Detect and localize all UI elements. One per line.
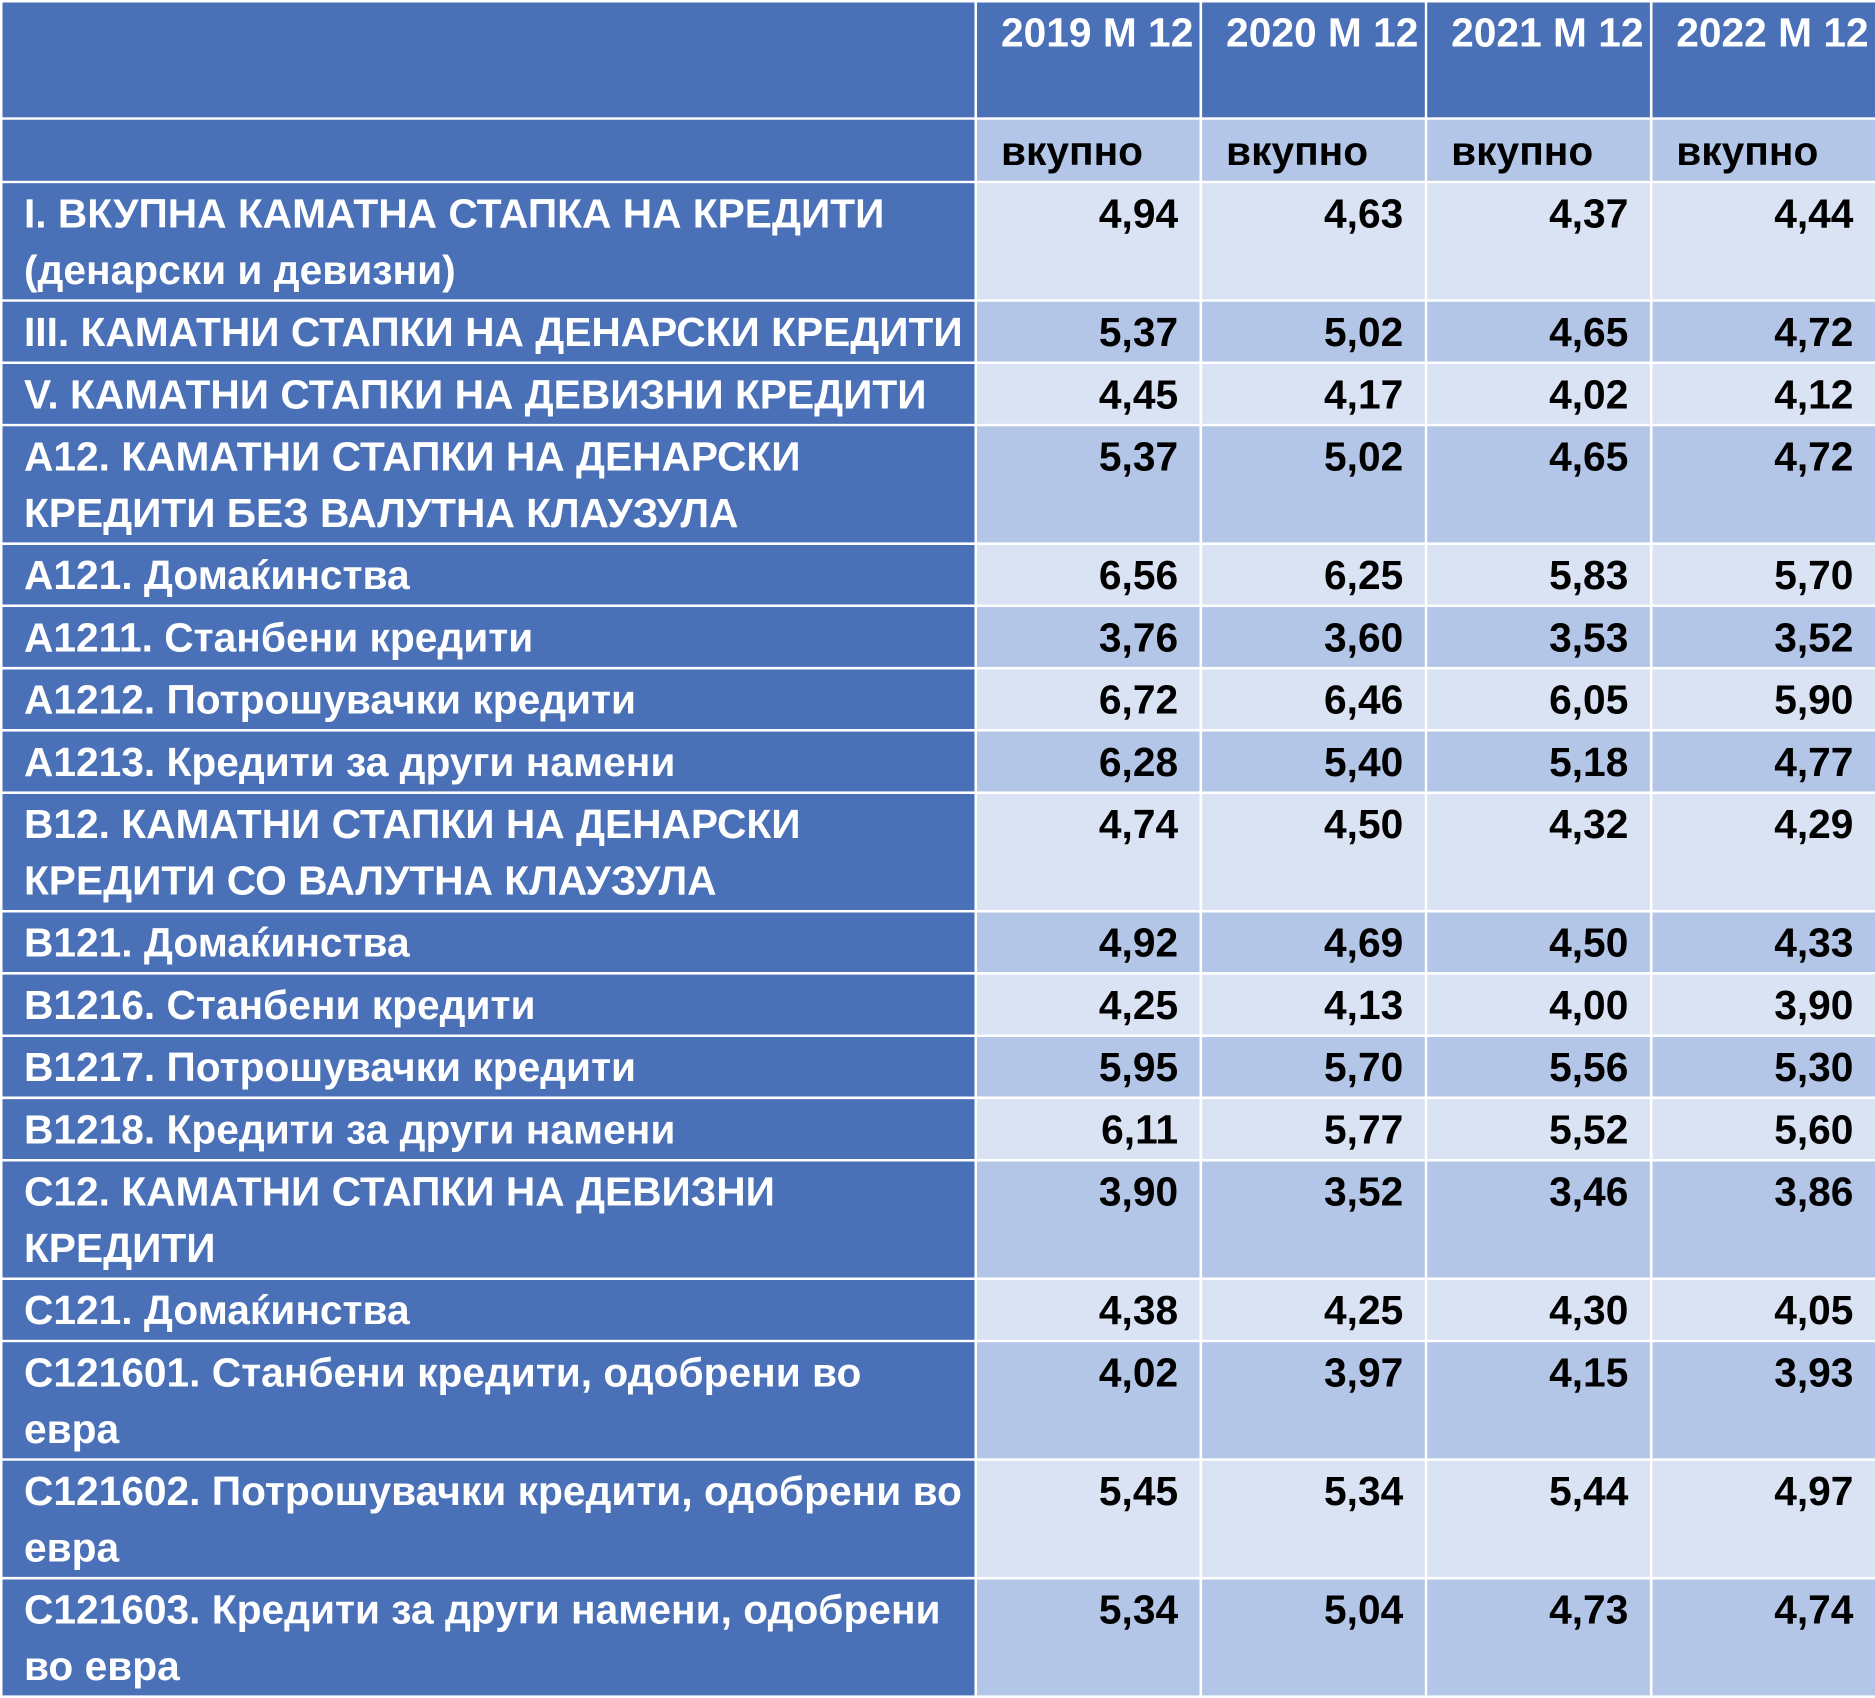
rate-value-cell: 5,70 [1651, 544, 1875, 606]
rate-value-cell: 5,02 [1201, 301, 1426, 363]
rate-value-cell: 4,33 [1651, 911, 1875, 973]
rate-value-cell: 3,97 [1201, 1341, 1426, 1460]
rate-value-cell: 4,94 [976, 182, 1201, 301]
header-corner [1, 1, 976, 118]
rate-value-cell: 3,93 [1651, 1341, 1875, 1460]
rate-value-cell: 5,60 [1651, 1098, 1875, 1160]
column-subheader: вкупно [1651, 119, 1875, 182]
rate-value-cell: 5,77 [1201, 1098, 1426, 1160]
rate-value-cell: 5,56 [1426, 1036, 1651, 1098]
row-label: А1213. Кредити за други намени [1, 730, 976, 792]
rate-value-cell: 5,02 [1201, 425, 1426, 544]
rate-value-cell: 4,97 [1651, 1460, 1875, 1579]
table-row [1, 793, 1875, 912]
rate-value-cell: 4,30 [1426, 1279, 1651, 1341]
rate-value-cell: 4,74 [976, 793, 1201, 912]
rate-value-cell: 3,90 [1651, 973, 1875, 1035]
rate-value-cell: 4,73 [1426, 1578, 1651, 1697]
table-row [1, 544, 1875, 606]
rate-value-cell: 5,34 [976, 1578, 1201, 1697]
table-row [1, 1098, 1875, 1160]
table-row [1, 301, 1875, 363]
rate-value-cell: 3,60 [1201, 606, 1426, 668]
rate-value-cell: 4,13 [1201, 973, 1426, 1035]
row-label: В1218. Кредити за други намени [1, 1098, 976, 1160]
rate-value-cell: 3,86 [1651, 1160, 1875, 1279]
table-row [1, 730, 1875, 792]
rate-value-cell: 3,90 [976, 1160, 1201, 1279]
rate-value-cell: 4,69 [1201, 911, 1426, 973]
rate-value-cell: 5,37 [976, 301, 1201, 363]
row-label: С121. Домаќинства [1, 1279, 976, 1341]
rate-value-cell: 5,04 [1201, 1578, 1426, 1697]
column-subheader: вкупно [976, 119, 1201, 182]
rate-value-cell: 6,56 [976, 544, 1201, 606]
table-row [1, 1036, 1875, 1098]
row-label: С12. КАМАТНИ СТАПКИ НА ДЕВИЗНИ КРЕДИТИ [1, 1160, 976, 1279]
rate-value-cell: 5,95 [976, 1036, 1201, 1098]
table-body [1, 182, 1875, 1697]
rate-value-cell: 6,72 [976, 668, 1201, 730]
row-label: А1211. Станбени кредити [1, 606, 976, 668]
rate-value-cell: 4,17 [1201, 363, 1426, 425]
row-label: III. КАМАТНИ СТАПКИ НА ДЕНАРСКИ КРЕДИТИ [1, 301, 976, 363]
row-label: С121601. Станбени кредити, одобрени во евра [1, 1341, 976, 1460]
rate-value-cell: 4,37 [1426, 182, 1651, 301]
header-row-years [1, 1, 1875, 118]
rate-value-cell: 3,53 [1426, 606, 1651, 668]
rate-value-cell: 3,52 [1651, 606, 1875, 668]
rate-value-cell: 3,76 [976, 606, 1201, 668]
row-label: В1217. Потрошувачки кредити [1, 1036, 976, 1098]
table-row [1, 911, 1875, 973]
rate-value-cell: 4,02 [976, 1341, 1201, 1460]
table-row [1, 1279, 1875, 1341]
rate-value-cell: 5,83 [1426, 544, 1651, 606]
row-label: А121. Домаќинства [1, 544, 976, 606]
table-row [1, 1160, 1875, 1279]
rate-value-cell: 4,45 [976, 363, 1201, 425]
header-row-subtitles [1, 119, 1875, 182]
rate-value-cell: 6,11 [976, 1098, 1201, 1160]
row-label: С121603. Кредити за други намени, одобрени во евра [1, 1578, 976, 1697]
table-row [1, 1460, 1875, 1579]
rate-value-cell: 4,92 [976, 911, 1201, 973]
table-row [1, 363, 1875, 425]
rate-value-cell: 5,40 [1201, 730, 1426, 792]
row-label: А12. КАМАТНИ СТАПКИ НА ДЕНАРСКИ КРЕДИТИ БЕЗ ВАЛУТНА КЛАУЗУЛА [1, 425, 976, 544]
rate-value-cell: 4,12 [1651, 363, 1875, 425]
rate-value-cell: 5,45 [976, 1460, 1201, 1579]
rate-value-cell: 5,34 [1201, 1460, 1426, 1579]
column-subheader: вкупно [1201, 119, 1426, 182]
column-subheader: вкупно [1426, 119, 1651, 182]
rate-value-cell: 4,63 [1201, 182, 1426, 301]
rate-value-cell: 4,50 [1201, 793, 1426, 912]
row-label: А1212. Потрошувачки кредити [1, 668, 976, 730]
rate-value-cell: 6,05 [1426, 668, 1651, 730]
rate-value-cell: 4,25 [976, 973, 1201, 1035]
table-row [1, 425, 1875, 544]
rate-value-cell: 4,44 [1651, 182, 1875, 301]
table-row [1, 606, 1875, 668]
row-label: С121602. Потрошувачки кредити, одобрени во евра [1, 1460, 976, 1579]
rate-value-cell: 5,18 [1426, 730, 1651, 792]
rate-value-cell: 4,29 [1651, 793, 1875, 912]
rate-value-cell: 5,30 [1651, 1036, 1875, 1098]
rate-value-cell: 4,72 [1651, 425, 1875, 544]
rate-value-cell: 4,77 [1651, 730, 1875, 792]
rate-value-cell: 4,02 [1426, 363, 1651, 425]
table-row [1, 668, 1875, 730]
subheader-corner [1, 119, 976, 182]
rate-value-cell: 4,50 [1426, 911, 1651, 973]
rate-value-cell: 5,70 [1201, 1036, 1426, 1098]
column-header-year: 2022 M 12 [1651, 1, 1875, 118]
table-row [1, 1578, 1875, 1697]
rate-value-cell: 4,72 [1651, 301, 1875, 363]
rate-value-cell: 4,15 [1426, 1341, 1651, 1460]
column-header-year: 2019 M 12 [976, 1, 1201, 118]
rate-value-cell: 4,74 [1651, 1578, 1875, 1697]
rate-value-cell: 6,25 [1201, 544, 1426, 606]
rate-value-cell: 5,44 [1426, 1460, 1651, 1579]
rate-value-cell: 4,65 [1426, 425, 1651, 544]
rate-value-cell: 5,90 [1651, 668, 1875, 730]
rate-value-cell: 5,37 [976, 425, 1201, 544]
rate-value-cell: 5,52 [1426, 1098, 1651, 1160]
rate-value-cell: 4,00 [1426, 973, 1651, 1035]
rate-value-cell: 4,25 [1201, 1279, 1426, 1341]
rate-value-cell: 3,46 [1426, 1160, 1651, 1279]
rate-value-cell: 4,05 [1651, 1279, 1875, 1341]
row-label: I. ВКУПНА КАМАТНА СТАПКА НА КРЕДИТИ (денарски и девизни) [1, 182, 976, 301]
row-label: V. КАМАТНИ СТАПКИ НА ДЕВИЗНИ КРЕДИТИ [1, 363, 976, 425]
row-label: В1216. Станбени кредити [1, 973, 976, 1035]
rate-value-cell: 4,65 [1426, 301, 1651, 363]
table-row [1, 182, 1875, 301]
rate-value-cell: 6,28 [976, 730, 1201, 792]
row-label: В121. Домаќинства [1, 911, 976, 973]
row-label: В12. КАМАТНИ СТАПКИ НА ДЕНАРСКИ КРЕДИТИ СО ВАЛУТНА КЛАУЗУЛА [1, 793, 976, 912]
column-header-year: 2021 M 12 [1426, 1, 1651, 118]
rate-value-cell: 4,32 [1426, 793, 1651, 912]
table-row [1, 973, 1875, 1035]
column-header-year: 2020 M 12 [1201, 1, 1426, 118]
table-row [1, 1341, 1875, 1460]
rate-value-cell: 6,46 [1201, 668, 1426, 730]
rate-value-cell: 3,52 [1201, 1160, 1426, 1279]
rate-value-cell: 4,38 [976, 1279, 1201, 1341]
